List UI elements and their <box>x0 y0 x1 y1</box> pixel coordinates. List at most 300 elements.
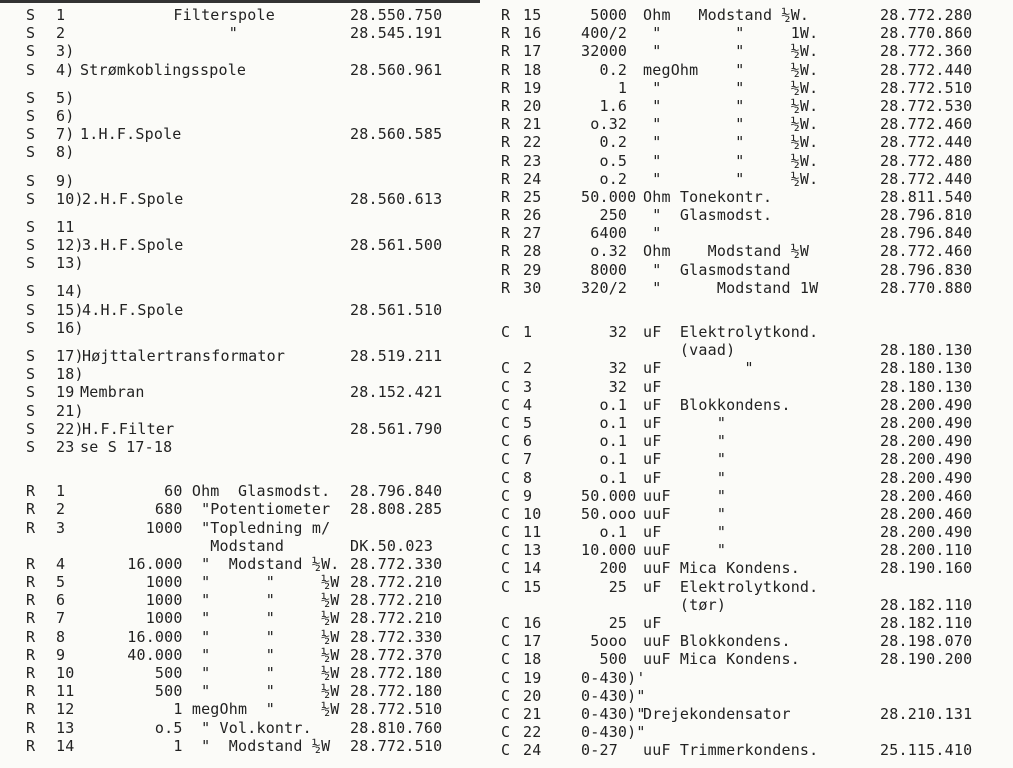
part-number: 22) <box>56 419 84 438</box>
part-code: 28.808.285 <box>350 500 443 519</box>
part-number: 30 <box>523 278 542 297</box>
part-prefix: R <box>501 260 511 279</box>
part-row <box>18 172 488 190</box>
part-value: o.1 <box>581 468 628 487</box>
part-description: uF " <box>643 413 727 432</box>
part-value: 10.000 <box>581 541 637 560</box>
part-code: 28.210.131 <box>880 704 973 723</box>
part-row <box>495 341 1005 359</box>
part-description: 680 "Potentiometer <box>118 500 331 519</box>
part-prefix: C <box>501 395 511 414</box>
part-value: o.1 <box>581 523 628 542</box>
part-prefix: C <box>501 577 511 596</box>
part-code: 28.772.440 <box>880 133 973 152</box>
part-number: 6 <box>56 591 66 610</box>
part-number: 17) <box>56 347 84 365</box>
part-prefix: R <box>26 573 36 592</box>
part-row <box>18 365 488 383</box>
part-row <box>18 402 488 420</box>
part-value: o.1 <box>581 395 628 414</box>
part-row <box>495 541 1005 559</box>
part-prefix: S <box>26 437 36 456</box>
part-number: 8 <box>56 627 66 646</box>
part-number: 13) <box>56 254 84 273</box>
part-description: " " ½W. <box>643 115 819 134</box>
part-code: 28.560.613 <box>350 189 443 208</box>
part-number: 14 <box>56 736 75 755</box>
part-row <box>495 741 1005 759</box>
part-prefix: C <box>501 504 511 523</box>
part-value: 1.6 <box>581 96 628 115</box>
part-prefix: S <box>26 125 36 144</box>
part-value: 32 <box>581 377 628 396</box>
part-prefix: R <box>501 187 511 206</box>
part-value: 0-430)' <box>581 668 646 687</box>
part-prefix: R <box>501 133 511 152</box>
part-row <box>495 24 1005 42</box>
part-prefix: R <box>26 482 36 501</box>
part-row <box>18 537 488 555</box>
part-prefix: S <box>26 300 36 319</box>
part-code: 28.198.070 <box>880 632 973 651</box>
part-value: 5000 <box>581 6 628 24</box>
part-prefix: S <box>26 419 36 438</box>
part-number: 23 <box>523 151 542 170</box>
part-description: uF Elektrolytkond. <box>643 577 819 596</box>
part-description: " " 1W. <box>643 24 819 43</box>
part-number: 9) <box>56 171 75 190</box>
part-number: 14 <box>523 559 542 578</box>
part-code: 28.200.490 <box>880 523 973 542</box>
part-description: uuF Mica Kondens. <box>643 559 800 578</box>
part-code: 28.200.460 <box>880 504 973 523</box>
part-row <box>495 705 1005 723</box>
part-number: 12 <box>56 700 75 719</box>
part-value: o.1 <box>581 413 628 432</box>
part-value: 0-430)" <box>581 686 646 705</box>
part-number: 22 <box>523 723 542 742</box>
part-row <box>18 719 488 737</box>
part-number: 2 <box>56 500 66 519</box>
part-label: se S 17-18 <box>80 437 173 456</box>
part-code: 28.772.210 <box>350 609 443 628</box>
part-prefix: C <box>501 523 511 542</box>
part-description: uF <box>643 377 662 396</box>
part-value: 0.2 <box>581 60 628 79</box>
part-code: 28.772.360 <box>880 42 973 61</box>
part-description: uuF Blokkondens. <box>643 632 791 651</box>
part-prefix: S <box>26 318 36 337</box>
part-code: 28.152.421 <box>350 383 443 402</box>
part-prefix: S <box>26 88 36 107</box>
part-description: " " ½W. <box>643 78 819 97</box>
part-code: 28.772.370 <box>350 645 443 664</box>
part-prefix: R <box>501 224 511 243</box>
part-number: 19 <box>523 668 542 687</box>
part-description: megOhm " ½W. <box>643 60 819 79</box>
part-number: 18 <box>523 650 542 669</box>
part-prefix: R <box>26 554 36 573</box>
part-value: 1 <box>581 78 628 97</box>
part-number: 13 <box>523 541 542 560</box>
part-prefix: R <box>501 115 511 134</box>
part-number: 21 <box>523 115 542 134</box>
part-value: o.1 <box>581 432 628 451</box>
part-number: 11 <box>56 682 75 701</box>
part-prefix: S <box>26 217 36 236</box>
part-description: uuF Trimmerkondens. <box>643 741 819 760</box>
part-code: 28.772.180 <box>350 682 443 701</box>
part-description: uF <box>643 614 662 632</box>
part-prefix: C <box>501 559 511 578</box>
part-row <box>18 282 488 300</box>
row-spacer <box>18 272 488 282</box>
part-prefix: R <box>501 242 511 261</box>
part-row <box>495 97 1005 115</box>
part-code: 28.561.510 <box>350 300 443 319</box>
part-row <box>495 188 1005 206</box>
part-prefix: S <box>26 189 36 208</box>
part-number: 25 <box>523 187 542 206</box>
part-label: H.F.Filter <box>82 419 175 438</box>
part-row <box>18 61 488 79</box>
part-number: 3 <box>523 377 533 396</box>
part-description: 1 megOhm " ½W <box>118 700 340 719</box>
part-number: 17 <box>523 42 542 61</box>
part-description: 1000 "Topledning m/ <box>118 518 331 537</box>
part-label: 3.H.F.Spole <box>82 236 184 255</box>
part-prefix: R <box>26 718 36 737</box>
part-row <box>495 279 1005 297</box>
part-number: 1 <box>56 482 66 501</box>
part-description: " <box>643 224 662 243</box>
part-code: 28.772.530 <box>880 96 973 115</box>
part-number: 7 <box>523 450 533 469</box>
part-row <box>18 6 488 24</box>
part-description: uF Blokkondens. <box>643 395 791 414</box>
part-number: 17 <box>523 632 542 651</box>
part-row <box>495 450 1005 468</box>
part-value: 0-27 <box>581 741 618 760</box>
part-value: 500 <box>581 650 628 669</box>
part-row <box>495 632 1005 650</box>
part-description: " " ½W. <box>643 169 819 188</box>
part-prefix: S <box>26 106 36 125</box>
part-value: 320/2 <box>581 278 628 297</box>
part-description: uuF " <box>643 486 727 505</box>
part-number: 22 <box>523 133 542 152</box>
part-code: 28.772.330 <box>350 627 443 646</box>
part-value: 0.2 <box>581 133 628 152</box>
part-row <box>495 261 1005 279</box>
part-number: 14) <box>56 282 84 301</box>
part-row <box>495 559 1005 577</box>
part-description: uF " <box>643 450 727 469</box>
part-code: 28.560.585 <box>350 125 443 144</box>
row-spacer <box>495 297 1005 323</box>
part-code: 28.180.130 <box>880 341 973 360</box>
part-prefix: R <box>26 736 36 755</box>
part-row <box>495 723 1005 741</box>
part-prefix: S <box>26 60 36 79</box>
part-number: 9 <box>56 645 66 664</box>
part-prefix: S <box>26 171 36 190</box>
part-row <box>495 669 1005 687</box>
part-prefix: R <box>501 151 511 170</box>
part-code: 28.772.330 <box>350 554 443 573</box>
part-prefix: R <box>26 500 36 519</box>
part-row <box>18 664 488 682</box>
part-label: Strømkoblingsspole <box>80 60 247 79</box>
part-description: 40.000 " " ½W <box>118 645 340 664</box>
part-description: (tør) <box>643 595 727 614</box>
part-code: 28.182.110 <box>880 595 973 614</box>
part-value: o.32 <box>581 242 628 261</box>
part-number: 7) <box>56 125 75 144</box>
part-code: 28.180.130 <box>880 359 973 378</box>
part-prefix: C <box>501 704 511 723</box>
part-number: 6 <box>523 432 533 451</box>
part-code: 28.200.490 <box>880 450 973 469</box>
part-value: 32000 <box>581 42 628 61</box>
part-code: 28.772.510 <box>880 78 973 97</box>
part-row <box>495 650 1005 668</box>
part-row <box>18 591 488 609</box>
part-row <box>18 482 488 500</box>
part-description: " " ½W. <box>643 96 819 115</box>
part-code: 28.770.860 <box>880 24 973 43</box>
part-description: " Glasmodstand <box>643 260 791 279</box>
part-row <box>495 487 1005 505</box>
part-label: Membran <box>80 383 145 402</box>
part-row <box>18 347 488 365</box>
part-row <box>495 42 1005 60</box>
part-code: 28.182.110 <box>880 614 973 632</box>
top-scan-edge <box>0 0 480 3</box>
part-code: 28.772.460 <box>880 242 973 261</box>
part-row <box>495 469 1005 487</box>
part-number: 27 <box>523 224 542 243</box>
part-row <box>18 609 488 627</box>
part-number: 21) <box>56 401 84 420</box>
part-number: 3) <box>56 42 75 61</box>
part-row <box>495 396 1005 414</box>
part-value: 50.000 <box>581 187 637 206</box>
part-prefix: R <box>501 24 511 43</box>
part-code: 28.772.210 <box>350 591 443 610</box>
part-code: 28.561.790 <box>350 419 443 438</box>
part-description: " <box>118 24 238 43</box>
part-number: 8 <box>523 468 533 487</box>
part-row <box>18 737 488 755</box>
part-code: 28.200.110 <box>880 541 973 560</box>
row-spacer <box>18 79 488 89</box>
part-value: 8000 <box>581 260 628 279</box>
part-row <box>495 596 1005 614</box>
part-number: 2 <box>523 359 533 378</box>
part-number: 24 <box>523 169 542 188</box>
part-code: 28.190.200 <box>880 650 973 669</box>
part-number: 18) <box>56 365 84 384</box>
part-number: 4) <box>56 60 75 79</box>
part-code: 28.772.480 <box>880 151 973 170</box>
part-row <box>18 125 488 143</box>
part-number: 5 <box>56 573 66 592</box>
part-row <box>18 555 488 573</box>
part-code: 28.200.490 <box>880 432 973 451</box>
part-code: 28.560.961 <box>350 60 443 79</box>
part-number: 15) <box>56 300 84 319</box>
row-spacer <box>18 162 488 172</box>
part-description: 500 " " ½W <box>118 682 340 701</box>
part-number: 10 <box>523 504 542 523</box>
part-row <box>18 519 488 537</box>
part-code: 28.200.490 <box>880 395 973 414</box>
part-prefix: R <box>501 206 511 225</box>
part-number: 24 <box>523 741 542 760</box>
part-description: " " ½W. <box>643 133 819 152</box>
part-prefix: S <box>26 143 36 162</box>
part-prefix: S <box>26 254 36 273</box>
part-value: 400/2 <box>581 24 628 43</box>
part-description: uF " <box>643 432 727 451</box>
part-value: 25 <box>581 577 628 596</box>
part-prefix: R <box>501 6 511 24</box>
part-prefix: R <box>26 664 36 682</box>
part-row <box>18 301 488 319</box>
part-prefix: C <box>501 723 511 742</box>
part-description: 1000 " " ½W <box>118 591 340 610</box>
part-code: 28.796.810 <box>880 206 973 225</box>
part-number: 19 <box>523 78 542 97</box>
part-number: 16 <box>523 24 542 43</box>
part-description: o.5 " Vol.kontr. <box>118 718 312 737</box>
part-prefix: S <box>26 365 36 384</box>
part-row <box>495 224 1005 242</box>
part-row <box>18 89 488 107</box>
part-code: 28.545.191 <box>350 24 443 43</box>
part-value: o.1 <box>581 450 628 469</box>
part-description: uF " <box>643 468 727 487</box>
part-prefix: R <box>501 96 511 115</box>
part-description: 1 " Modstand ½W <box>118 736 331 755</box>
part-value: 50.ooo <box>581 504 637 523</box>
part-code: DK.50.023 <box>350 536 434 555</box>
part-prefix: S <box>26 236 36 255</box>
part-description: " Glasmodst. <box>643 206 773 225</box>
part-number: 13 <box>56 718 75 737</box>
part-value: o.32 <box>581 115 628 134</box>
part-code: 28.200.490 <box>880 468 973 487</box>
part-code: 28.772.510 <box>350 700 443 719</box>
left-parts-column <box>18 6 488 755</box>
part-number: 4 <box>523 395 533 414</box>
part-prefix: R <box>26 627 36 646</box>
part-description: Ohm Tonekontr. <box>643 187 773 206</box>
part-label: Højttalertransformator <box>82 347 286 365</box>
part-prefix: R <box>501 78 511 97</box>
part-row <box>18 500 488 518</box>
part-description: 500 " " ½W <box>118 664 340 682</box>
part-prefix: R <box>26 700 36 719</box>
part-row <box>495 115 1005 133</box>
part-code: 28.180.130 <box>880 377 973 396</box>
part-row <box>18 628 488 646</box>
part-value: 25 <box>581 614 628 632</box>
part-row <box>495 6 1005 24</box>
part-number: 21 <box>523 704 542 723</box>
part-number: 11 <box>56 217 75 236</box>
part-value: 6400 <box>581 224 628 243</box>
part-row <box>18 383 488 401</box>
part-description: uF Elektrolytkond. <box>643 323 819 341</box>
part-code: 28.796.840 <box>350 482 443 501</box>
part-row <box>18 700 488 718</box>
part-code: 28.811.540 <box>880 187 973 206</box>
part-number: 10 <box>56 664 75 682</box>
part-prefix: R <box>501 169 511 188</box>
part-number: 1 <box>56 6 66 24</box>
part-row <box>18 190 488 208</box>
part-description: Modstand <box>118 536 285 555</box>
part-description: " " ½W. <box>643 151 819 170</box>
part-number: 6) <box>56 106 75 125</box>
part-prefix: C <box>501 741 511 760</box>
part-description: uF " <box>643 523 727 542</box>
part-prefix: S <box>26 24 36 43</box>
part-value: o.5 <box>581 151 628 170</box>
part-number: 18 <box>523 60 542 79</box>
part-prefix: C <box>501 413 511 432</box>
part-prefix: C <box>501 614 511 632</box>
part-number: 9 <box>523 486 533 505</box>
part-value: 32 <box>581 359 628 378</box>
part-number: 5 <box>523 413 533 432</box>
part-description: 16.000 " Modstand ½W. <box>118 554 340 573</box>
part-description: uF " <box>643 359 754 378</box>
part-number: 4 <box>56 554 66 573</box>
part-prefix: R <box>501 278 511 297</box>
part-number: 3 <box>56 518 66 537</box>
part-prefix: S <box>26 42 36 61</box>
part-code: 28.772.440 <box>880 60 973 79</box>
part-prefix: C <box>501 486 511 505</box>
part-row <box>495 61 1005 79</box>
part-value: 200 <box>581 559 628 578</box>
part-description: Drejekondensator <box>643 704 791 723</box>
part-value: 5ooo <box>581 632 628 651</box>
part-code: 28.772.210 <box>350 573 443 592</box>
part-description: Filterspole <box>118 6 275 24</box>
part-code: 28.200.460 <box>880 486 973 505</box>
part-number: 19 <box>56 383 75 402</box>
part-code: 28.772.440 <box>880 169 973 188</box>
part-code: 28.810.760 <box>350 718 443 737</box>
row-spacer <box>18 456 488 482</box>
part-code: 28.519.211 <box>350 347 443 365</box>
part-description: Ohm Modstand ½W <box>643 242 810 261</box>
part-row <box>495 523 1005 541</box>
part-description: 1000 " " ½W <box>118 609 340 628</box>
part-row <box>495 432 1005 450</box>
part-prefix: R <box>26 682 36 701</box>
part-prefix: C <box>501 359 511 378</box>
part-row <box>495 242 1005 260</box>
part-description: 1000 " " ½W <box>118 573 340 592</box>
part-value: 32 <box>581 323 628 341</box>
part-row <box>495 152 1005 170</box>
part-code: 28.796.840 <box>880 224 973 243</box>
